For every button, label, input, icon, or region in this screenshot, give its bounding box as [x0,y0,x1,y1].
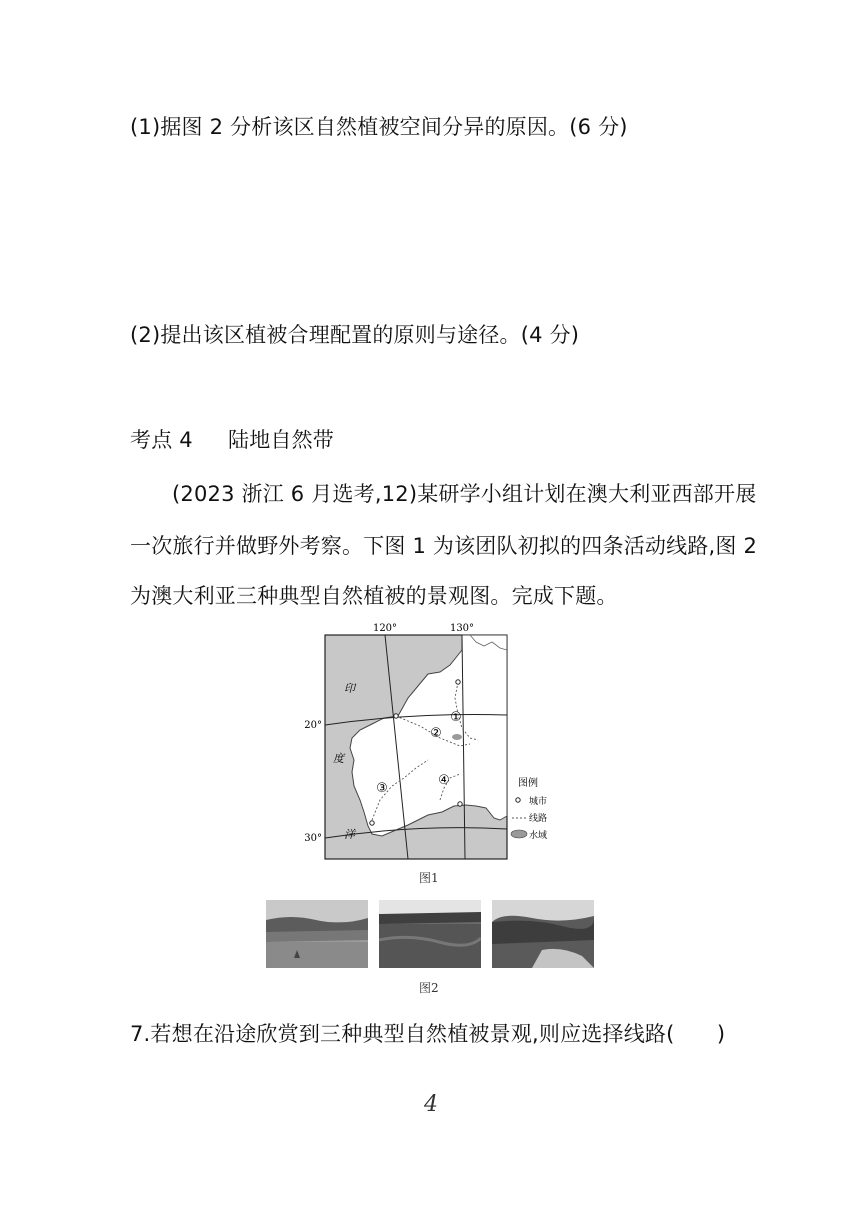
question-7: 7.若想在沿途欣赏到三种典型自然植被景观,则应选择线路( ) [130,1022,726,1046]
legend-title: 图例 [518,778,538,789]
city-marker [370,821,374,825]
page-number: 4 [424,1092,438,1117]
lake [452,734,462,740]
route-marker-1: ① [450,710,462,725]
route-marker-3: ③ [376,781,388,796]
lon-label-120: 120° [372,623,398,634]
ocean-label-yang: 洋 [344,828,355,841]
legend-water-symbol [511,830,527,838]
intro-line-1: (2023 浙江 6 月选考,12)某研学小组计划在澳大利亚西部开展 [172,482,757,506]
city-marker [394,714,398,718]
question-2: (2)提出该区植被合理配置的原则与途径。(4 分) [130,323,580,347]
question-1: (1)据图 2 分析该区自然植被空间分异的原因。(6 分) [130,115,628,139]
landscape-photo-3 [492,900,594,968]
lat-label-20: 20° [304,720,322,731]
legend-city-label: 城市 [529,797,548,807]
figure-1-map [300,620,580,865]
section-title: 陆地自然带 [228,428,334,452]
lat-label-30: 30° [304,833,322,844]
landscape-photo-2 [379,900,481,968]
landscape-photo-1 [266,900,368,968]
route-marker-4: ④ [438,773,450,788]
legend-water-label: 水域 [529,831,548,841]
legend-city-symbol [516,798,520,802]
lon-label-130: 130° [449,623,475,634]
city-marker [456,680,460,684]
figure-1-caption: 图1 [419,871,439,885]
route-marker-2: ② [430,726,442,741]
ocean-label-du: 度 [333,752,344,765]
section-label: 考点 4 [130,428,193,452]
intro-line-2: 一次旅行并做野外考察。下图 1 为该团队初拟的四条活动线路,图 2 [130,534,758,558]
figure-2-caption: 图2 [419,981,439,995]
city-marker [458,802,462,806]
legend-route-label: 线路 [529,814,548,824]
intro-line-3: 为澳大利亚三种典型自然植被的景观图。完成下题。 [130,584,618,608]
ocean-label-yin: 印 [344,682,355,695]
